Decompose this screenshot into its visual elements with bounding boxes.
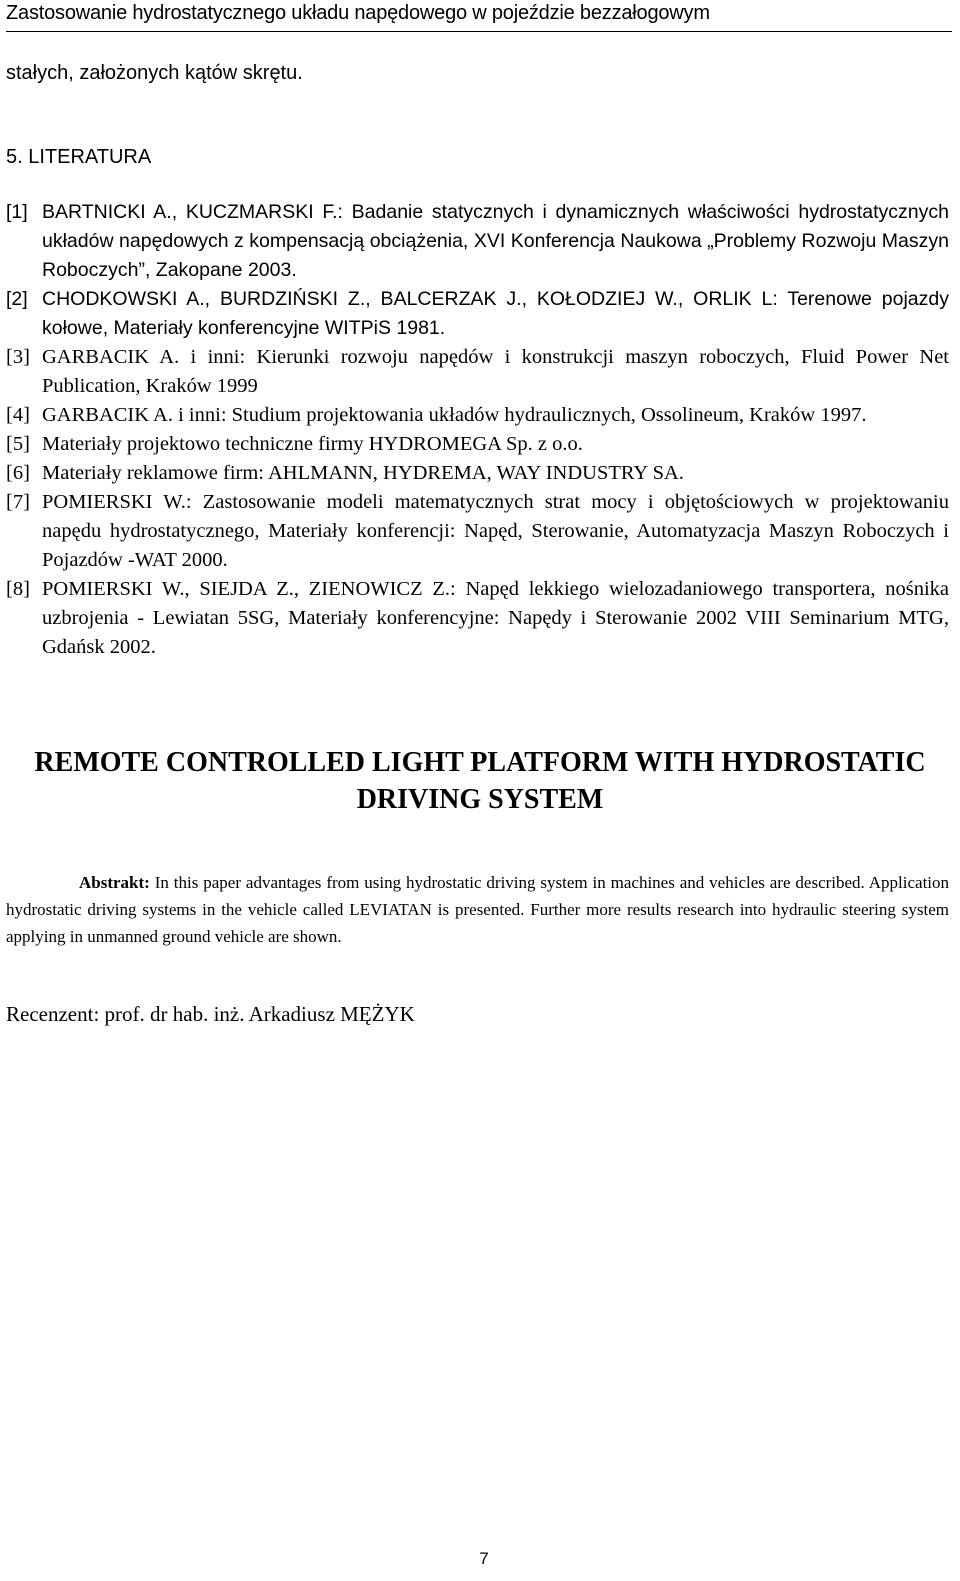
reference-item-1	[6, 198, 949, 285]
continuation-text: stałych, założonych kątów skrętu.	[6, 62, 303, 84]
page-number: 7	[479, 1549, 489, 1568]
reference-number: [4]	[6, 404, 30, 426]
reference-text: GARBACIK A. i inni: Studium projektowania układów hydraulicznych, Ossolineum, Kraków 1997.	[42, 404, 867, 426]
reference-text: Materiały projektowo techniczne firmy HYDROMEGA Sp. z o.o.	[42, 433, 583, 455]
abstract-paragraph	[6, 869, 949, 950]
reference-text: GARBACIK A. i inni: Kierunki rozwoju napędów i konstrukcji maszyn roboczych, Fluid Power Net Publication, Kraków 1999	[42, 346, 949, 397]
reference-item-6	[6, 459, 949, 488]
reference-item-5	[6, 430, 949, 459]
reference-number: [3]	[6, 346, 30, 368]
reference-number: [8]	[6, 578, 30, 600]
abstract-text: In this paper advantages from using hydrostatic driving system in machines and vehicles are described. Application hydrostatic driving systems in the vehicle called LEVIATAN is presented. Further more results research into hydraulic steering system applying in unmanned ground vehicle are shown.	[6, 873, 950, 946]
reference-text: BARTNICKI A., KUCZMARSKI F.: Badanie statycznych i dynamicznych właściwości hydrostatycznych układów napędowych z kompensacją obciążenia, XVI Konferencja Naukowa „Problemy Rozwoju Maszyn Roboczych”, Zakopane 2003.	[42, 201, 949, 281]
running-header	[6, 0, 952, 32]
english-title: REMOTE CONTROLLED LIGHT PLATFORM WITH HYDROSTATIC DRIVING SYSTEM	[34, 747, 926, 815]
reference-item-7	[6, 488, 949, 575]
reference-item-3	[6, 343, 949, 401]
reference-text: POMIERSKI W., SIEJDA Z., ZIENOWICZ Z.: Napęd lekkiego wielozadaniowego transportera, nośnika uzbrojenia - Lewiatan 5SG, Materiały konferencyjne: Napędy i Sterowanie 2002 VIII Seminarium MTG, Gdańsk 2002.	[42, 578, 949, 658]
abstract-label: Abstrakt:	[79, 873, 150, 892]
reference-text: Materiały reklamowe firm: AHLMANN, HYDREMA, WAY INDUSTRY SA.	[42, 462, 684, 484]
reviewer-line: Recenzent: prof. dr hab. inż. Arkadiusz MĘŻYK	[6, 1002, 415, 1026]
reference-number: [6]	[6, 462, 30, 484]
reference-text: POMIERSKI W.: Zastosowanie modeli matematycznych strat mocy i objętościowych w projektowaniu napędu hydrostatycznego, Materiały konferencji: Napęd, Sterowanie, Automatyzacja Maszyn Roboczych i Pojazdów -WAT 2000.	[42, 491, 949, 571]
running-title: Zastosowanie hydrostatycznego układu napędowego w pojeździe bezzałogowym	[6, 2, 710, 24]
reference-list	[6, 198, 949, 662]
reference-text: CHODKOWSKI A., BURDZIŃSKI Z., BALCERZAK J., KOŁODZIEJ W., ORLIK L: Terenowe pojazdy kołowe, Materiały konferencyjne WITPiS 1981.	[42, 288, 949, 339]
reference-item-2	[6, 285, 949, 343]
reference-item-4	[6, 401, 949, 430]
reference-item-8	[6, 575, 949, 662]
section-heading: 5. LITERATURA	[6, 146, 152, 168]
reference-number: [7]	[6, 491, 30, 513]
reference-number: [1]	[6, 201, 28, 223]
reference-number: [2]	[6, 288, 28, 310]
reference-number: [5]	[6, 433, 30, 455]
